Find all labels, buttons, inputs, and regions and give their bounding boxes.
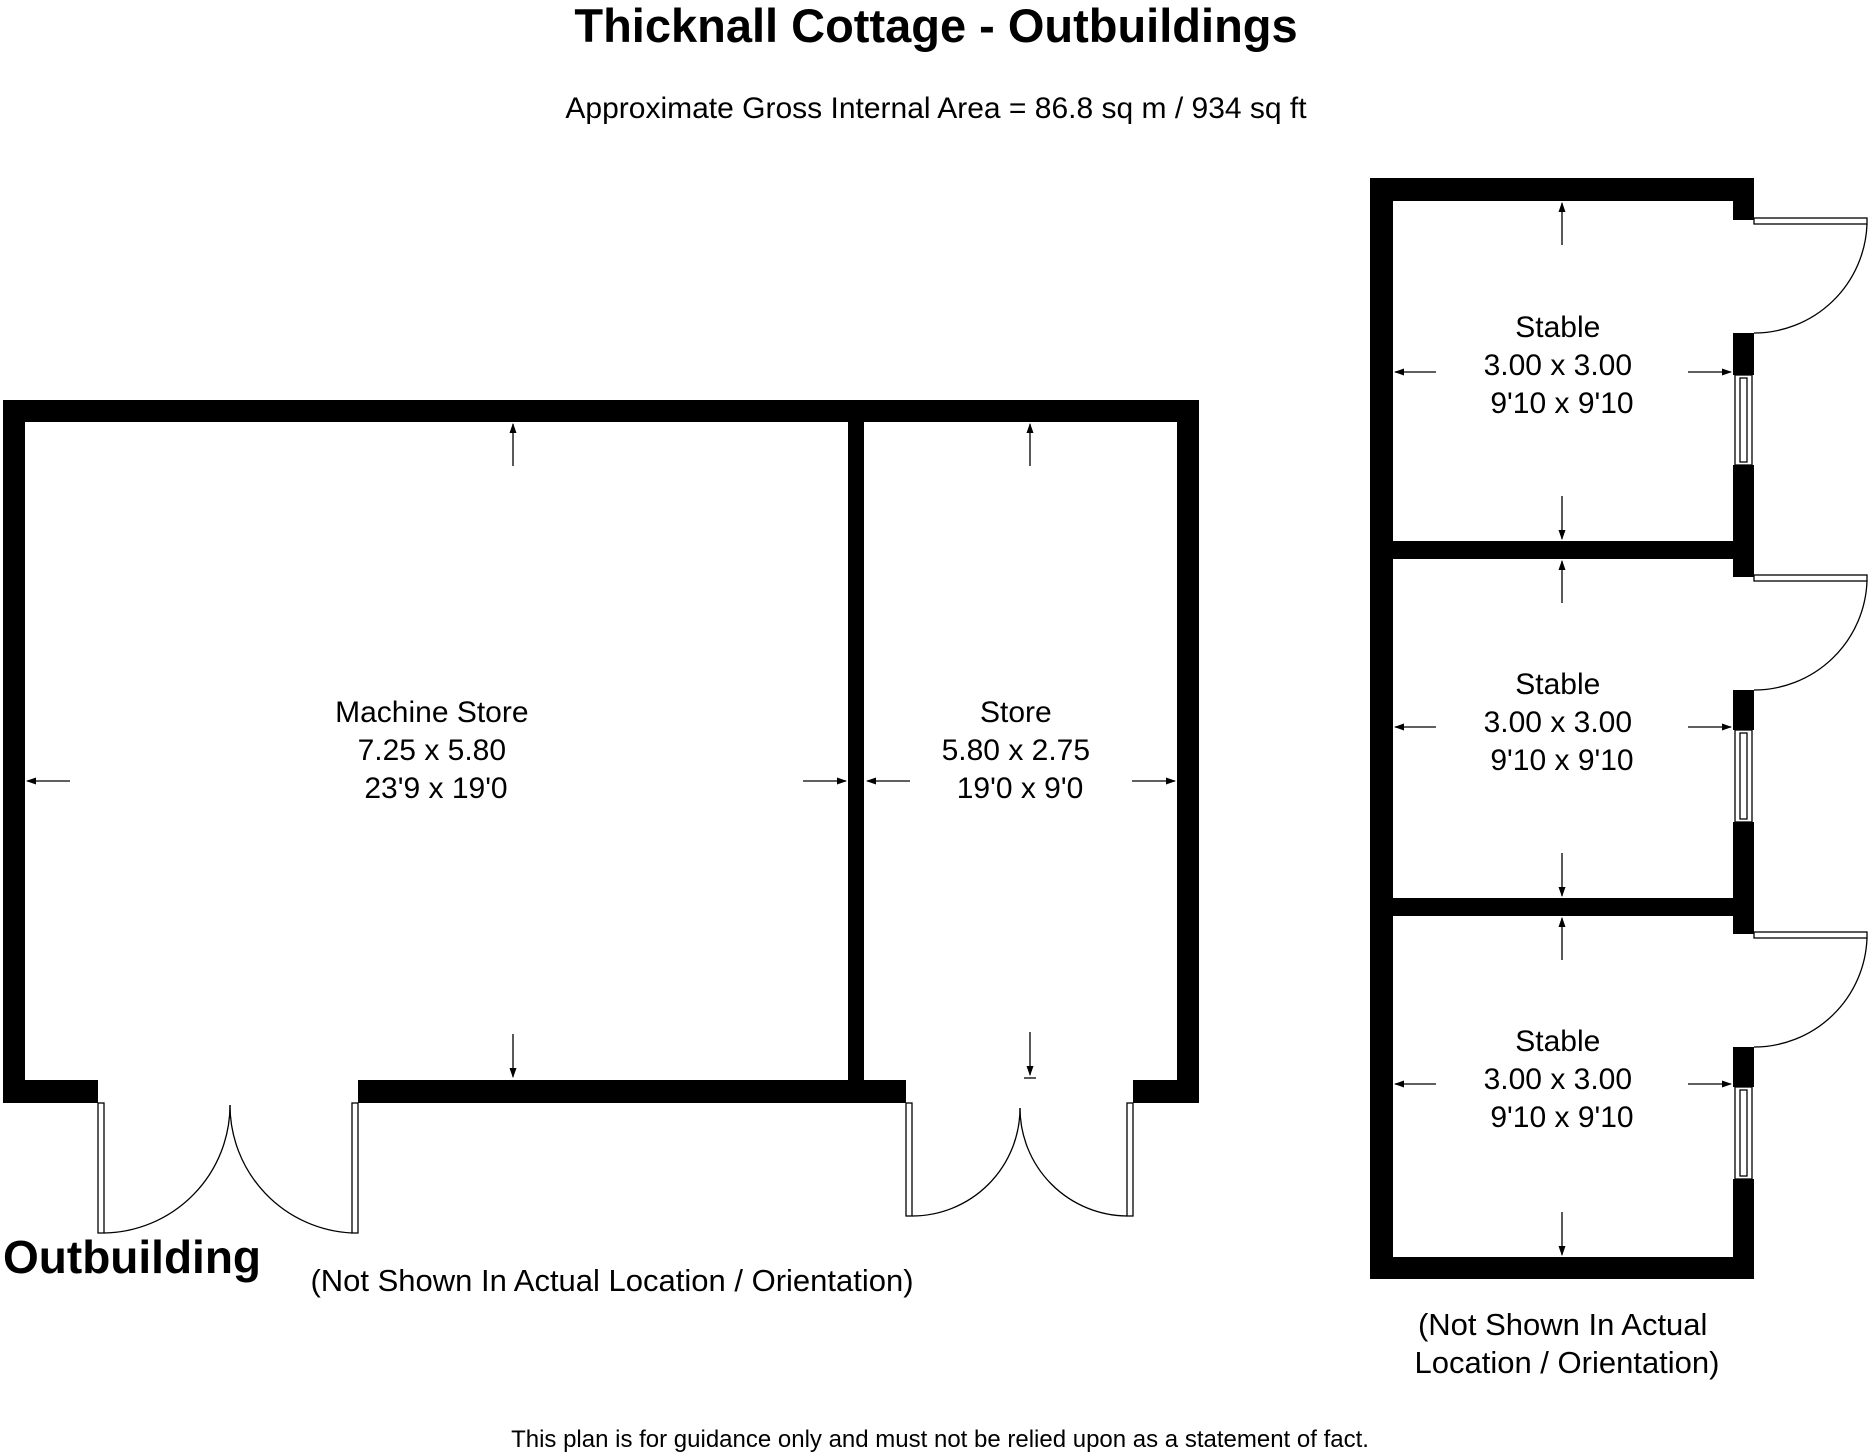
room-size-imperial: 9'10 x 9'10 xyxy=(1490,1101,1634,1134)
disclaimer-footer: This plan is for guidance only and must not be relied upon as a statement of fact. xyxy=(511,1426,1369,1453)
room-size-metric: 3.00 x 3.00 xyxy=(1483,706,1633,739)
wall-bottom-left xyxy=(3,1080,98,1103)
room-label-stable-3 xyxy=(1484,1025,1641,1134)
stables-note xyxy=(1414,1307,1719,1380)
room-size-metric: 5.80 x 2.75 xyxy=(941,734,1091,767)
outbuilding-plan xyxy=(3,400,1199,1233)
stable-wall-top xyxy=(1370,178,1754,201)
room-name: Store xyxy=(979,696,1052,729)
plan-title: Thicknall Cottage - Outbuildings xyxy=(574,0,1298,52)
stable-doors xyxy=(1754,218,1867,1047)
room-label-stable-1 xyxy=(1484,311,1641,420)
wall-divider xyxy=(848,420,864,1085)
wall-left xyxy=(3,400,25,1103)
room-size-imperial: 23'9 x 19'0 xyxy=(364,772,508,805)
double-door-machine-store xyxy=(98,1103,358,1233)
room-name: Stable xyxy=(1515,311,1601,344)
outbuilding-label: Outbuilding xyxy=(3,1231,262,1283)
room-size-metric: 3.00 x 3.00 xyxy=(1483,349,1633,382)
room-size-imperial: 19'0 x 9'0 xyxy=(956,772,1084,805)
stable-divider-2 xyxy=(1370,898,1754,916)
room-size-metric: 7.25 x 5.80 xyxy=(357,734,507,767)
wall-bottom-right xyxy=(1133,1080,1199,1103)
stable-wall-left xyxy=(1370,178,1393,1279)
room-size-imperial: 9'10 x 9'10 xyxy=(1490,387,1634,420)
area-subtitle: Approximate Gross Internal Area = 86.8 sq m / 934 sq ft xyxy=(565,92,1307,125)
outbuilding-note: (Not Shown In Actual Location / Orientation) xyxy=(310,1263,914,1298)
stables-plan xyxy=(1370,178,1867,1279)
room-name: Stable xyxy=(1515,668,1601,701)
room-name: Stable xyxy=(1515,1025,1601,1058)
double-door-store xyxy=(906,1103,1133,1216)
room-label-store xyxy=(942,696,1099,805)
wall-bottom-mid xyxy=(358,1080,906,1103)
stables-note-line-1: (Not Shown In Actual xyxy=(1417,1307,1708,1342)
stable-divider-1 xyxy=(1370,541,1754,559)
wall-right xyxy=(1177,400,1199,1103)
room-label-machine-store xyxy=(335,696,537,805)
room-size-imperial: 9'10 x 9'10 xyxy=(1490,744,1634,777)
stables-note-line-2: Location / Orientation) xyxy=(1414,1345,1720,1380)
room-label-stable-2 xyxy=(1484,668,1641,777)
wall-top xyxy=(3,400,1199,422)
room-name: Machine Store xyxy=(335,696,529,729)
room-size-metric: 3.00 x 3.00 xyxy=(1483,1063,1633,1096)
stable-wall-bottom xyxy=(1370,1257,1754,1279)
